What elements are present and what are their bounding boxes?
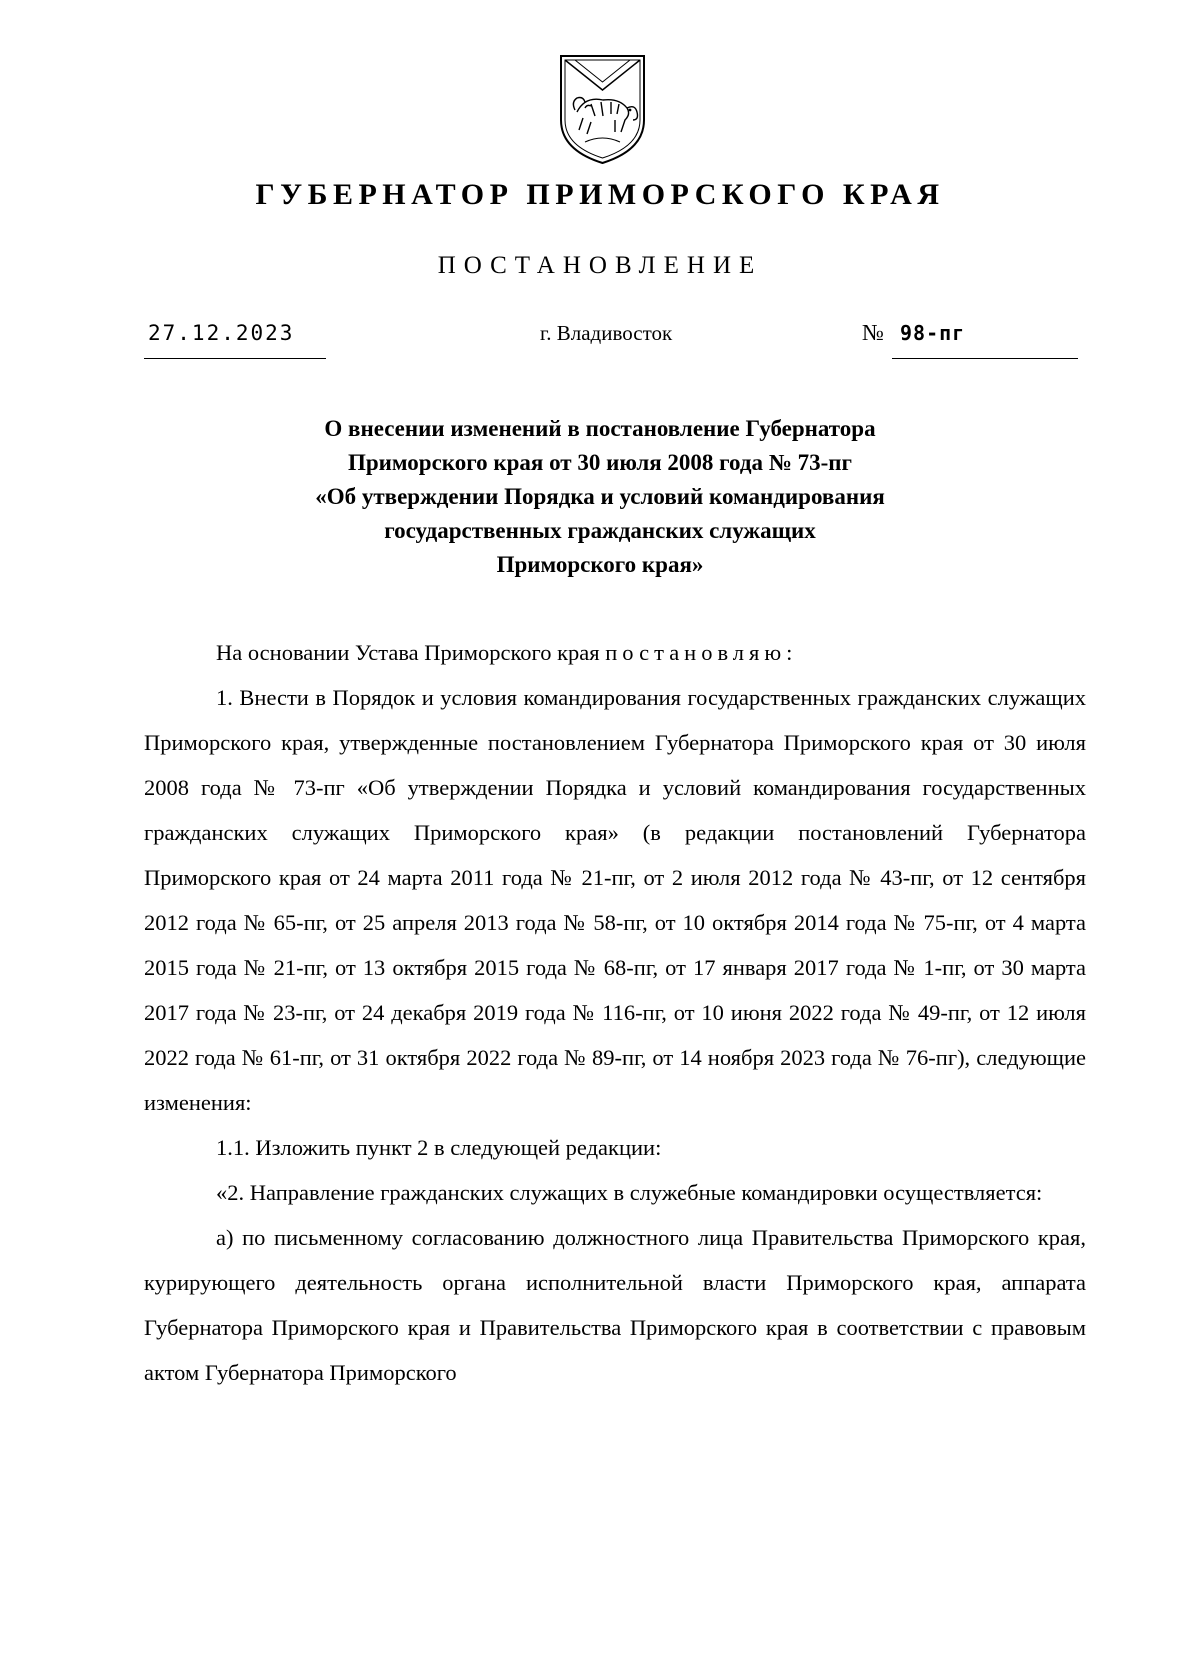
document-body <box>144 630 1086 1395</box>
title-line: «Об утверждении Порядка и условий командирования <box>315 484 885 509</box>
document-date: 27.12.2023 <box>144 318 326 359</box>
body-paragraph: 1. Внести в Порядок и условия командирования государственных гражданских служащих Приморского края, утвержденные постановлением Губернатора Приморского края от 30 июля 2008 года № 73-пг «Об утверждении Порядка и условий командирования государственных гражданских служащих Приморского края» (в редакции постановлений Губернатора Приморского края от 24 марта 2011 года № 21-пг, от 2 июля 2012 года № 43-пг, от 12 сентября 2012 года № 65-пг, от 25 апреля 2013 года № 58-пг, от 10 октября 2014 года № 75-пг, от 4 марта 2015 года № 21-пг, от 13 октября 2015 года № 68-пг, от 17 января 2017 года № 1-пг, от 30 марта 2017 года № 23-пг, от 24 декабря 2019 года № 116-пг, от 10 июня 2022 года № 49-пг, от 12 июля 2022 года № 61-пг, от 31 октября 2022 года № 89-пг, от 14 ноября 2023 года № 76-пг), следующие изменения: <box>144 685 1086 1115</box>
resolve-word: постановляю: <box>605 640 798 665</box>
basis-paragraph <box>144 630 1086 675</box>
document-number: 98-пг <box>892 318 1078 359</box>
primorsky-krai-coat-of-arms-icon <box>555 50 650 168</box>
title-line: Приморского края от 30 июля 2008 года № 73-пг <box>347 450 852 475</box>
issuing-authority: ГУБЕРНАТОР ПРИМОРСКОГО КРАЯ <box>255 178 945 211</box>
document-city: г. Владивосток <box>540 321 673 345</box>
basis-text: На основании Устава Приморского края <box>216 640 606 665</box>
number-sign: № <box>862 320 884 345</box>
document-type: ПОСТАНОВЛЕНИЕ <box>437 252 763 279</box>
title-line: Приморского края» <box>496 552 704 577</box>
title-line: О внесении изменений в постановление Губернатора <box>324 416 876 441</box>
body-paragraph: 1.1. Изложить пункт 2 в следующей редакции: <box>216 1135 662 1160</box>
body-paragraph: а) по письменному согласованию должностного лица Правительства Приморского края, курирующего деятельность органа исполнительной власти Приморского края, аппарата Губернатора Приморского края и Правительства Приморского края в соответствии с правовым актом Губернатора Приморского <box>144 1225 1086 1385</box>
title-line: государственных гражданских служащих <box>384 518 816 543</box>
document-title <box>150 412 1050 582</box>
body-paragraph: «2. Направление гражданских служащих в служебные командировки осуществляется: <box>216 1180 1043 1205</box>
